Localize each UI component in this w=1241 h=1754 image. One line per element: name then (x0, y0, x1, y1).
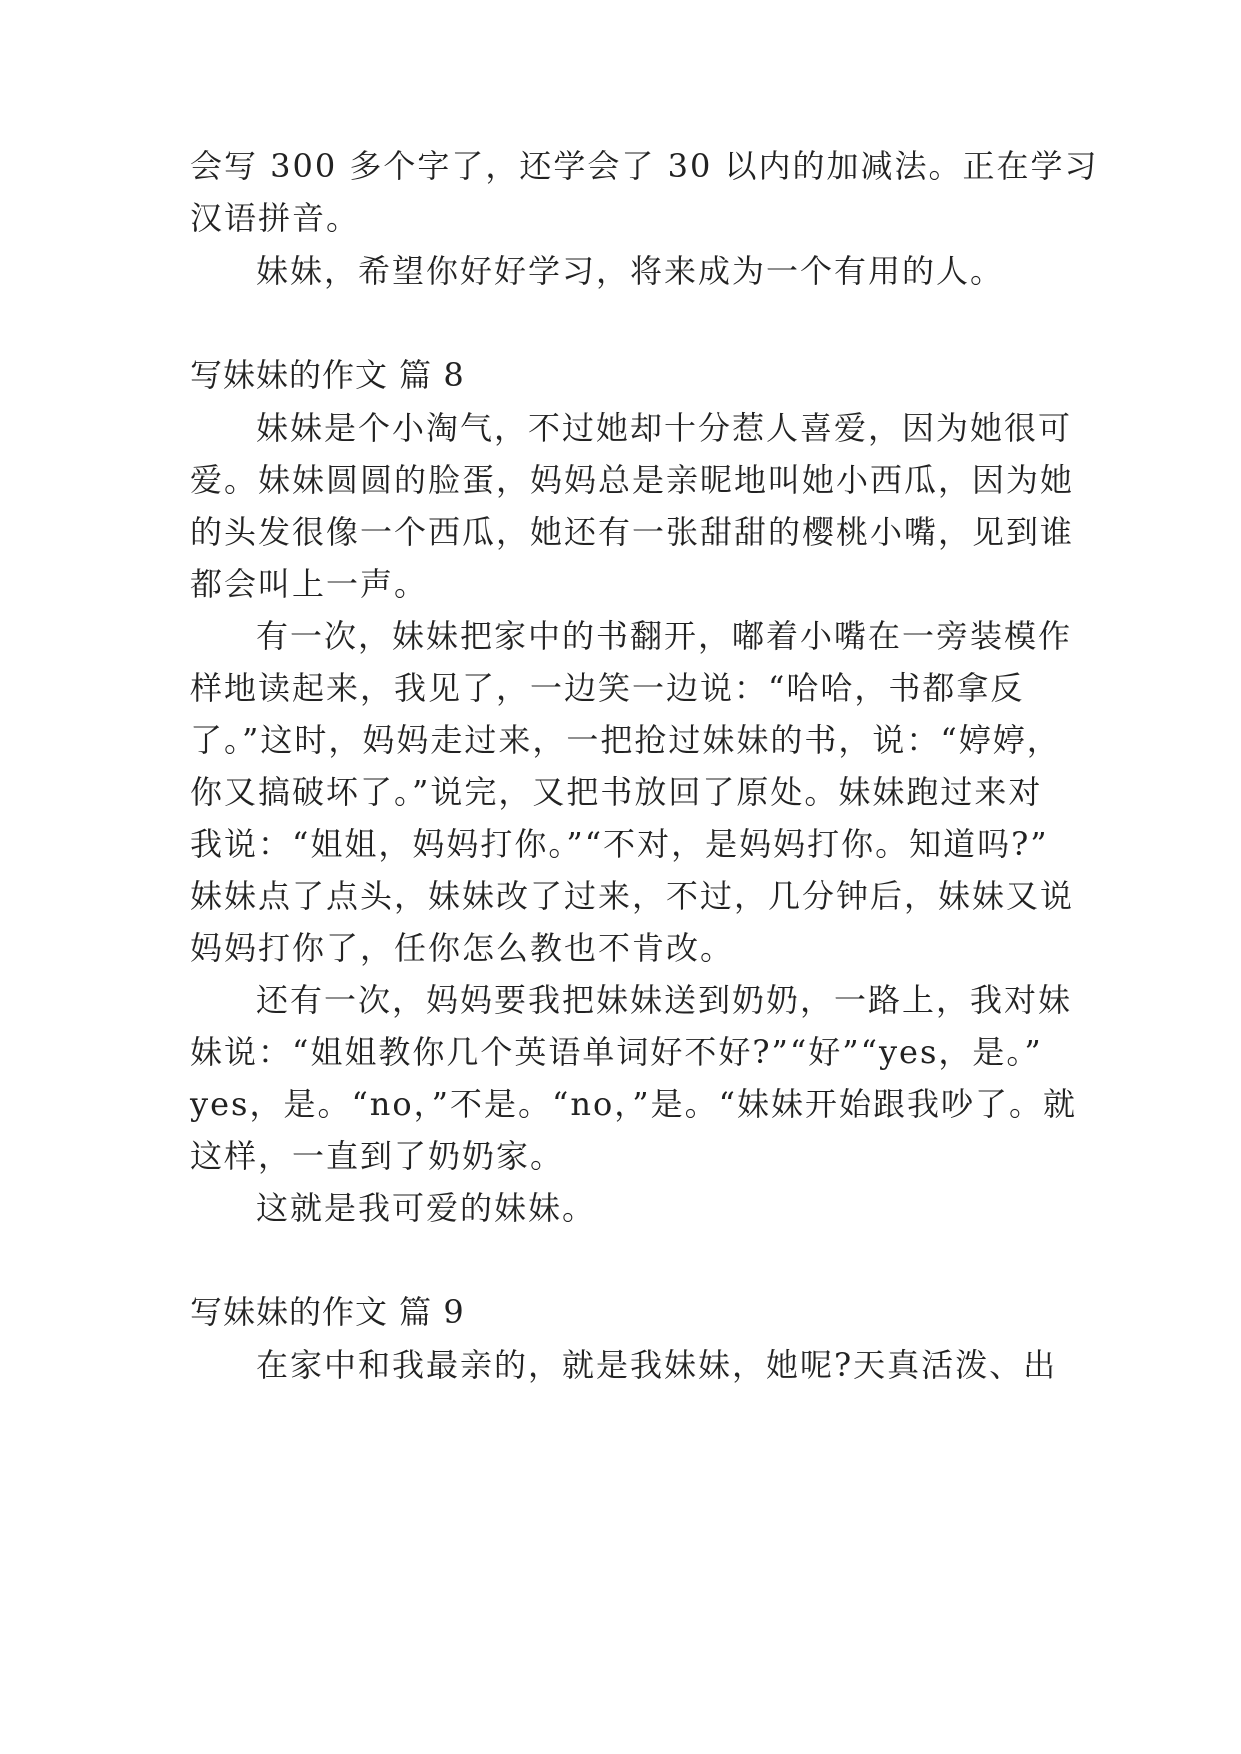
paragraph-line: 妹妹，希望你好好学习，将来成为一个有用的人。 (256, 252, 1005, 290)
paragraph-line: 了。”这时，妈妈走过来，一把抢过妹妹的书，说：“婷婷， (190, 721, 1061, 759)
paragraph-line: yes，是。“no，”不是。“no，”是。“妹妹开始跟我吵了。就 (190, 1085, 1077, 1123)
paragraph-line: 爱。妹妹圆圆的脸蛋，妈妈总是亲昵地叫她小西瓜，因为她 (190, 461, 1075, 499)
section-heading: 写妹妹的作文 篇 9 (190, 1293, 465, 1331)
paragraph-line: 妹妹是个小淘气，不过她却十分惹人喜爱，因为她很可 (256, 409, 1073, 447)
paragraph-line: 会写 300 多个字了，还学会了 30 以内的加减法。正在学习 (190, 147, 1099, 185)
paragraph-line: 都会叫上一声。 (190, 565, 429, 603)
paragraph-line: 妈妈打你了，任你怎么教也不肯改。 (190, 929, 735, 967)
paragraph-line: 你又搞破坏了。”说完，又把书放回了原处。妹妹跑过来对 (190, 773, 1043, 811)
paragraph-line: 汉语拼音。 (190, 199, 361, 237)
paragraph-line: 妹说：“姐姐教你几个英语单词好不好?”“好”“yes，是。” (190, 1033, 1043, 1071)
paragraph-line: 这就是我可爱的妹妹。 (256, 1189, 597, 1227)
paragraph-line: 的头发很像一个西瓜，她还有一张甜甜的樱桃小嘴，见到谁 (190, 513, 1075, 551)
paragraph-line: 我说：“姐姐，妈妈打你。”“不对，是妈妈打你。知道吗?” (190, 825, 1049, 863)
paragraph-line: 这样，一直到了奶奶家。 (190, 1137, 565, 1175)
paragraph-line: 有一次，妹妹把家中的书翻开，嘟着小嘴在一旁装模作 (256, 617, 1073, 655)
paragraph-line: 在家中和我最亲的，就是我妹妹，她呢?天真活泼、出 (256, 1346, 1058, 1384)
section-heading: 写妹妹的作文 篇 8 (190, 356, 465, 394)
paragraph-line: 妹妹点了点头，妹妹改了过来，不过，几分钟后，妹妹又说 (190, 877, 1075, 915)
paragraph-line: 还有一次，妈妈要我把妹妹送到奶奶，一路上，我对妹 (256, 981, 1073, 1019)
paragraph-line: 样地读起来，我见了，一边笑一边说：“哈哈，书都拿反 (190, 669, 1025, 707)
